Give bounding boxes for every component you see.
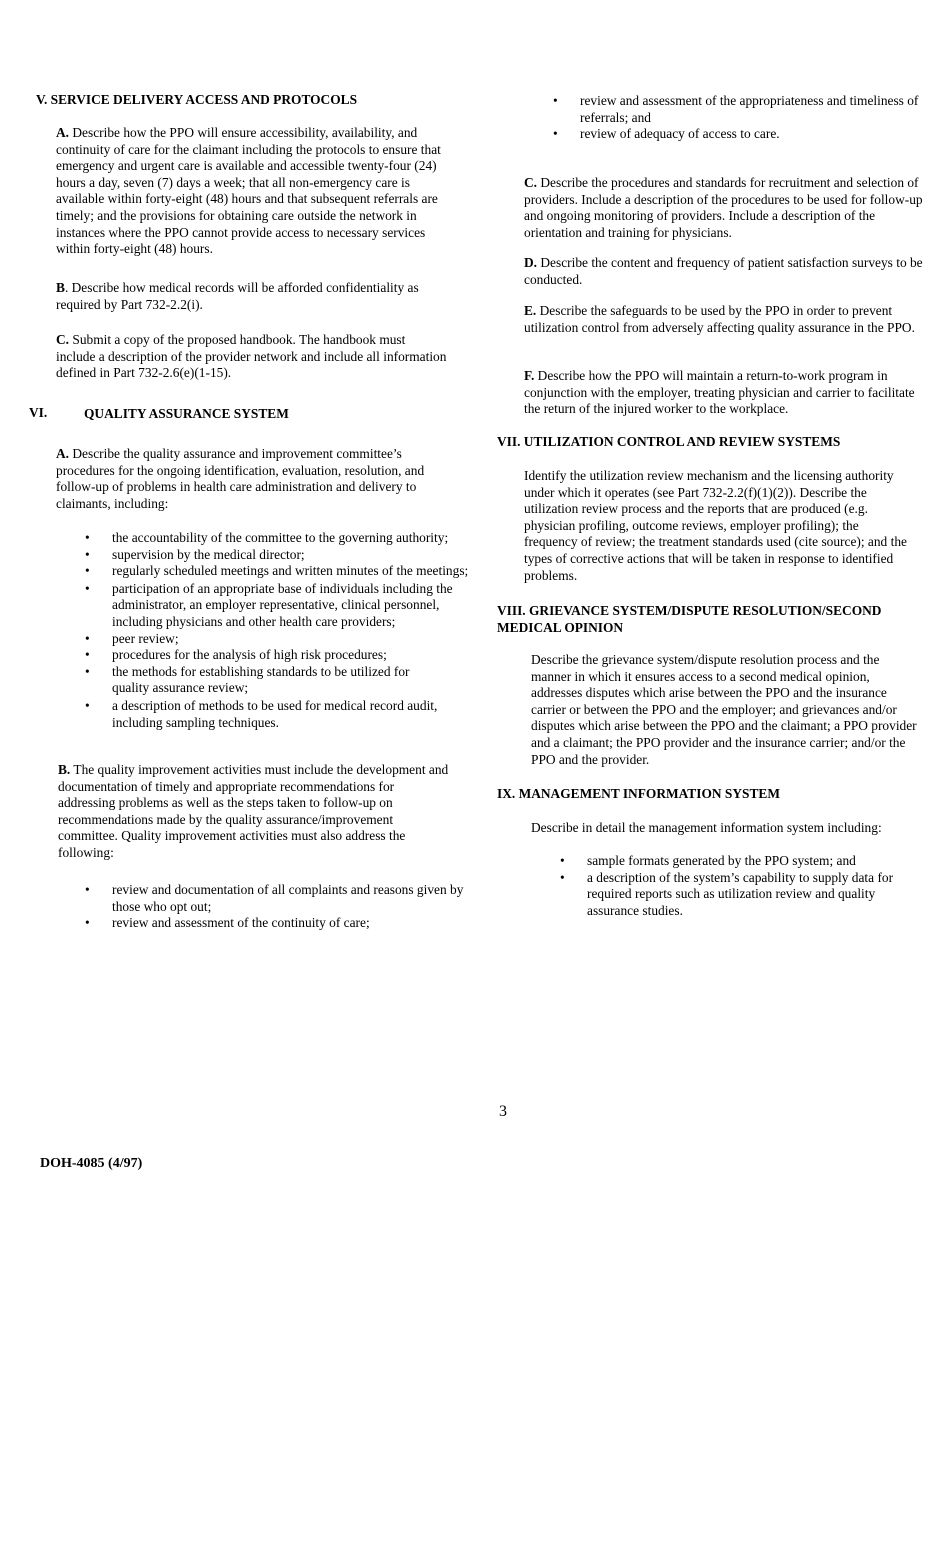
- section-vi-b-text: The quality improvement activities must include the development and documentation of timely and appropriate recommendations for addressing problems as well as the steps taken to follow-up on recommendations made by the quality assurance/improvement committee. Quality improvement activities must also address the following:: [58, 762, 449, 860]
- section-vi-a-paragraph: [56, 446, 448, 512]
- list-item: • review and assessment of the appropriateness and timeliness of referrals; and: [580, 93, 930, 126]
- section-vi-c-label: C.: [524, 175, 538, 190]
- section-vi-d-text: Describe the content and frequency of patient satisfaction surveys to be conducted.: [524, 255, 923, 287]
- section-vi-c-paragraph: [524, 175, 936, 241]
- section-vi-b-label: B.: [58, 762, 71, 777]
- page-number: 3: [499, 1103, 507, 1120]
- list-item: • supervision by the medical director;: [112, 547, 492, 564]
- section-v-a-text: Describe how the PPO will ensure accessibility, availability, and continuity of care for the claimant including the protocols to ensure that emergency and urgent care is available and accessible twenty-four (24) hours a day, seven (7) days a week; that all non-emergency care is available within forty-eight (48) hours and that subsequent referrals are timely; and the provisions for obtaining care outside the network in instances where the PPO cannot provide access to necessary services within forty-eight (48) hours.: [56, 125, 441, 257]
- list-item: • review of adequacy of access to care.: [580, 126, 930, 143]
- list-item: • review and documentation of all complaints and reasons given by those who opt out;: [112, 882, 488, 915]
- section-vi-a-text: Describe the quality assurance and improvement committee’s procedures for the ongoing identification, evaluation, resolution, and follow-up of problems in health care administration and delivery to claimants, including:: [56, 446, 425, 511]
- section-v-b-label: B: [56, 280, 65, 295]
- section-vi-b-list-left: [112, 882, 488, 932]
- section-v-a-paragraph: [56, 125, 448, 258]
- list-item: • participation of an appropriate base of individuals including the administrator, an employer representative, clinical personnel, including physicians and other health care providers;: [112, 581, 492, 631]
- list-item: • peer review;: [112, 631, 492, 648]
- section-v-c-label: C.: [56, 332, 70, 347]
- section-vii-paragraph: Identify the utilization review mechanism and the licensing authority under which it operates (see Part 732-2.2(f)(1)(2)). Describe the utilization review process and the reports that are produced (e.g. physician profiling, outcome reviews, employer profiling); the frequency of review; the treatment standards used (cite source); and the types of corrective actions that will be taken in response to identified problems.: [524, 468, 907, 583]
- section-vi-f-text: Describe how the PPO will maintain a return-to-work program in conjunction with the employer, treating physician and carrier to facilitate the return of the injured worker to the workplace.: [524, 368, 915, 417]
- section-vi-e-label: E.: [524, 303, 537, 318]
- section-vi-a-label: A.: [56, 446, 70, 461]
- form-id: DOH-4085 (4/97): [40, 1156, 143, 1171]
- section-v-heading: V. SERVICE DELIVERY ACCESS AND PROTOCOLS: [36, 92, 358, 107]
- section-vi-d-paragraph: [524, 255, 934, 288]
- section-viii-heading: VIII. GRIEVANCE SYSTEM/DISPUTE RESOLUTION/SECOND MEDICAL OPINION: [497, 603, 882, 635]
- section-vi-b-list-right: [580, 93, 930, 143]
- section-ix-list: [587, 853, 917, 919]
- section-vi-heading: QUALITY ASSURANCE SYSTEM: [84, 406, 289, 421]
- list-item: • regularly scheduled meetings and written minutes of the meetings;: [112, 563, 492, 580]
- section-vi-f-label: F.: [524, 368, 535, 383]
- section-vi-c-text: Describe the procedures and standards for recruitment and selection of providers. Include a description of the procedures to be used for follow-up and ongoing monitoring of providers. Include a description of the orientation and training for physicians.: [524, 175, 923, 240]
- section-ix-heading: IX. MANAGEMENT INFORMATION SYSTEM: [497, 786, 780, 801]
- list-item: • review and assessment of the continuity of care;: [112, 915, 488, 932]
- section-v-b-text: . Describe how medical records will be afforded confidentiality as required by Part 732-2.2(i).: [56, 280, 419, 312]
- section-vi-a-list: [112, 530, 492, 731]
- section-vi-number: VI.: [29, 405, 48, 420]
- section-vi-b-paragraph: [58, 762, 450, 862]
- section-vii-heading: VII. UTILIZATION CONTROL AND REVIEW SYSTEMS: [497, 434, 841, 449]
- section-vi-e-paragraph: [524, 303, 919, 336]
- section-v-b-paragraph: [56, 280, 448, 313]
- section-vi-d-label: D.: [524, 255, 538, 270]
- section-vi-e-text: Describe the safeguards to be used by the PPO in order to prevent utilization control from adversely affecting quality assurance in the PPO.: [524, 303, 915, 335]
- section-v-c-text: Submit a copy of the proposed handbook. The handbook must include a description of the provider network and include all information defined in Part 732-2.6(e)(1-15).: [56, 332, 447, 381]
- section-viii-paragraph: Describe the grievance system/dispute resolution process and the manner in which it ensures access to a second medical opinion, addresses disputes which arise between the PPO and the insurance carrier or between the PPO and the employer; and grievances and/or disputes which arise between the PPO and the claimant; a PPO provider and a claimant; the PPO provider and the insurance carrier; and/or the PPO and the provider.: [531, 652, 917, 767]
- list-item: • the accountability of the committee to the governing authority;: [112, 530, 492, 547]
- section-ix-paragraph: Describe in detail the management information system including:: [531, 820, 882, 835]
- list-item: • the methods for establishing standards to be utilized for quality assurance review;: [112, 664, 432, 697]
- section-vi-f-paragraph: [524, 368, 919, 418]
- section-v-a-label: A.: [56, 125, 70, 140]
- list-item: • procedures for the analysis of high risk procedures;: [112, 647, 492, 664]
- list-item: • a description of the system’s capability to supply data for required reports such as utilization review and quality assurance studies.: [587, 870, 917, 920]
- list-item: • a description of methods to be used for medical record audit, including sampling techniques.: [112, 698, 462, 731]
- section-v-c-paragraph: [56, 332, 448, 382]
- list-item: • sample formats generated by the PPO system; and: [587, 853, 917, 870]
